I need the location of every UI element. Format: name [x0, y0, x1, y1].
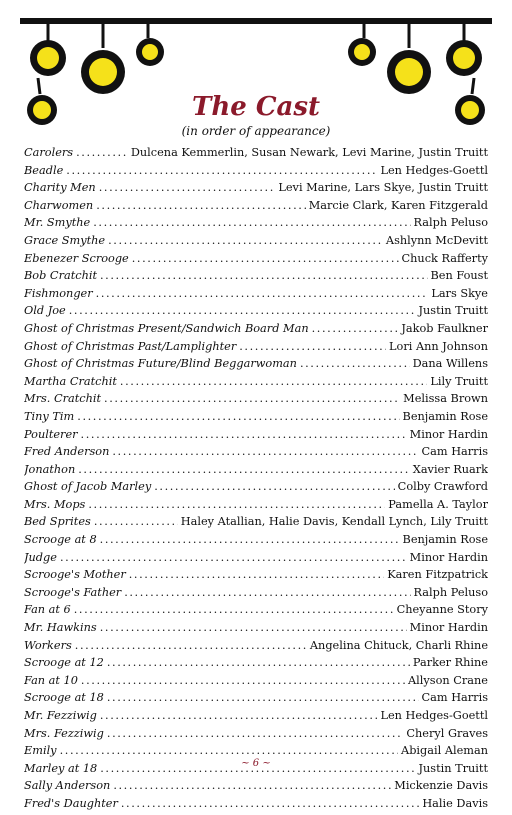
actor-name: Colby Crawford — [397, 480, 488, 494]
cast-row — [24, 445, 488, 463]
cast-row — [24, 603, 488, 621]
dot-leader — [93, 216, 410, 229]
dot-leader — [100, 533, 400, 546]
role-name: Mrs. Mops — [24, 497, 86, 511]
dot-leader — [113, 779, 391, 792]
role-name: Judge — [24, 550, 57, 564]
spotlight-icon — [387, 24, 431, 94]
dot-leader — [74, 603, 394, 616]
dot-leader — [66, 164, 377, 177]
page-subtitle: (in order of appearance) — [181, 124, 331, 138]
role-name: Old Joe — [24, 304, 66, 318]
dot-leader — [69, 304, 416, 317]
role-name: Mrs. Fezziwig — [24, 726, 104, 740]
role-name: Beadle — [24, 163, 64, 177]
cast-row — [24, 181, 488, 199]
dot-leader — [154, 480, 394, 493]
role-name: Mrs. Cratchit — [24, 392, 102, 406]
dot-leader — [132, 252, 399, 265]
cast-row — [24, 340, 488, 358]
actor-name: Halie Davis — [422, 796, 488, 810]
actor-name: Allyson Crane — [408, 673, 488, 687]
cast-row — [24, 304, 488, 322]
actor-name: Angelina Chituck, Charli Rhine — [309, 638, 488, 652]
dot-leader — [96, 199, 305, 212]
cast-row — [24, 269, 488, 287]
role-name: Fishmonger — [24, 286, 93, 300]
dot-leader — [77, 410, 399, 423]
cast-row — [24, 216, 488, 234]
dot-leader — [78, 463, 410, 476]
actor-name: Cam Harris — [421, 691, 488, 705]
actor-name: Lars Skye — [431, 286, 488, 300]
dot-leader — [312, 322, 399, 335]
cast-row — [24, 727, 488, 745]
cast-row — [24, 551, 488, 569]
cast-row — [24, 586, 488, 604]
role-name: Mr. Smythe — [24, 216, 91, 230]
actor-name: Minor Hardin — [409, 550, 488, 564]
role-name: Ghost of Jacob Marley — [24, 480, 152, 494]
actor-name: Dulcena Kemmerlin, Susan Newark, Levi Marine, Justin Truitt — [130, 146, 488, 159]
role-name: Bed Sprites — [24, 515, 91, 529]
role-name: Fan at 6 — [24, 603, 71, 617]
dot-leader — [107, 727, 403, 740]
page-title: The Cast — [191, 92, 321, 122]
cast-row — [24, 797, 488, 815]
actor-name: Karen Fitzpatrick — [387, 568, 488, 582]
cast-row — [24, 498, 488, 516]
dot-leader — [94, 515, 178, 528]
role-name: Grace Smythe — [24, 233, 106, 247]
dot-leader — [124, 586, 410, 599]
actor-name: Ashlynn McDevitt — [385, 233, 488, 247]
spotlight-icon — [136, 24, 164, 66]
actor-name: Cheyanne Story — [396, 603, 488, 617]
actor-name: Levi Marine, Lars Skye, Justin Truitt — [278, 181, 488, 195]
dot-leader — [100, 709, 378, 722]
role-name: Poulterer — [24, 427, 78, 441]
actor-name: Cam Harris — [421, 445, 488, 459]
cast-row — [24, 287, 488, 305]
role-name: Bob Cratchit — [24, 269, 97, 283]
actor-name: Haley Atallian, Halie Davis, Kendall Lynch, Lily Truitt — [180, 515, 488, 529]
dot-leader — [121, 797, 419, 810]
cast-row — [24, 779, 488, 797]
actor-name: Justin Truitt — [418, 304, 488, 318]
cast-row — [24, 533, 488, 551]
actor-name: Ben Foust — [430, 269, 488, 283]
actor-name: Len Hedges-Goettl — [380, 709, 488, 722]
role-name: Ebenezer Scrooge — [24, 251, 129, 265]
role-name: Scrooge at 8 — [24, 533, 97, 547]
cast-row — [24, 234, 488, 252]
dot-leader — [60, 744, 398, 757]
dot-leader — [107, 656, 410, 669]
role-name: Ghost of Christmas Past/Lamplighter — [24, 339, 237, 353]
cast-row — [24, 410, 488, 428]
actor-name: Benjamin Rose — [402, 533, 488, 547]
role-name: Tiny Tim — [24, 409, 75, 423]
actor-name: Abigail Aleman — [401, 744, 488, 758]
spotlight-icon — [30, 24, 66, 76]
dot-leader — [99, 181, 276, 194]
cast-row — [24, 357, 488, 375]
actor-name: Justin Truitt — [418, 761, 488, 775]
cast-row — [24, 691, 488, 709]
dot-leader — [108, 234, 383, 247]
role-name: Scrooge's Father — [24, 585, 122, 599]
dot-leader — [75, 639, 307, 652]
role-name: Fan at 10 — [24, 673, 78, 687]
role-name: Sally Anderson — [24, 779, 111, 793]
cast-row — [24, 656, 488, 674]
cast-row — [24, 252, 488, 270]
actor-name: Lori Ann Johnson — [389, 339, 488, 353]
dot-leader — [129, 568, 384, 581]
role-name: Martha Cratchit — [24, 374, 117, 388]
dot-leader — [104, 392, 400, 405]
cast-row — [24, 480, 488, 498]
dot-leader — [76, 146, 128, 159]
role-name: Scrooge at 18 — [24, 691, 104, 705]
role-name: Fred's Daughter — [24, 796, 118, 810]
actor-name: Mickenzie Davis — [394, 779, 488, 793]
spotlight-icon — [446, 24, 482, 76]
dot-leader — [81, 428, 407, 441]
actor-name: Ralph Peluso — [413, 216, 488, 230]
actor-name: Parker Rhine — [412, 656, 488, 670]
role-name: Carolers — [24, 146, 74, 159]
cast-row — [24, 674, 488, 692]
actor-name: Xavier Ruark — [412, 462, 488, 476]
role-name: Marley at 18 — [24, 761, 98, 775]
actor-name: Minor Hardin — [409, 427, 488, 441]
role-name: Mr. Hawkins — [24, 621, 97, 635]
cast-row — [24, 322, 488, 340]
dot-leader — [100, 621, 407, 634]
dot-leader — [100, 269, 428, 282]
actor-name: Melissa Brown — [403, 392, 488, 406]
dot-leader — [239, 340, 386, 353]
cast-row — [24, 199, 488, 217]
role-name: Scrooge at 12 — [24, 656, 104, 670]
cast-row — [24, 709, 488, 727]
cast-row — [24, 621, 488, 639]
actor-name: Marcie Clark, Karen Fitzgerald — [308, 198, 488, 212]
cast-row — [24, 515, 488, 533]
actor-name: Ralph Peluso — [413, 585, 488, 599]
actor-name: Pamella A. Taylor — [388, 497, 488, 511]
spotlight-icon — [81, 24, 125, 94]
dot-leader — [300, 357, 410, 370]
cast-row — [24, 146, 488, 164]
role-name: Workers — [24, 638, 72, 652]
role-name: Emily — [24, 744, 57, 758]
cast-row — [24, 392, 488, 410]
role-name: Ghost of Christmas Future/Blind Beggarwoman — [24, 357, 297, 371]
role-name: Ghost of Christmas Present/Sandwich Board Man — [24, 321, 309, 335]
spotlight-icon — [348, 24, 376, 66]
actor-name: Jakob Faulkner — [401, 321, 488, 335]
cast-row — [24, 639, 488, 657]
actor-name: Cheryl Graves — [406, 726, 488, 740]
role-name: Mr. Fezziwig — [24, 709, 97, 722]
actor-name: Benjamin Rose — [402, 409, 488, 423]
actor-name: Lily Truitt — [430, 374, 488, 388]
role-name: Charwomen — [24, 198, 94, 212]
page-number: ~ 6 ~ — [241, 758, 271, 769]
role-name: Charity Men — [24, 181, 96, 195]
role-name: Fred Anderson — [24, 445, 110, 459]
actor-name: Chuck Rafferty — [401, 251, 488, 265]
cast-row — [24, 463, 488, 481]
role-name: Jonathon — [24, 462, 76, 476]
cast-row — [24, 164, 488, 182]
cast-list — [24, 146, 488, 815]
cast-row — [24, 428, 488, 446]
actor-name: Minor Hardin — [409, 621, 488, 635]
dot-leader — [60, 551, 407, 564]
dot-leader — [107, 691, 419, 704]
dot-leader — [96, 287, 429, 300]
dot-leader — [112, 445, 418, 458]
actor-name: Dana Willens — [412, 357, 488, 371]
dot-leader — [81, 674, 405, 687]
cast-row — [24, 568, 488, 586]
role-name: Scrooge's Mother — [24, 568, 126, 582]
dot-leader — [88, 498, 385, 511]
actor-name: Len Hedges-Goettl — [380, 163, 488, 177]
cast-row — [24, 375, 488, 393]
dot-leader — [120, 375, 427, 388]
